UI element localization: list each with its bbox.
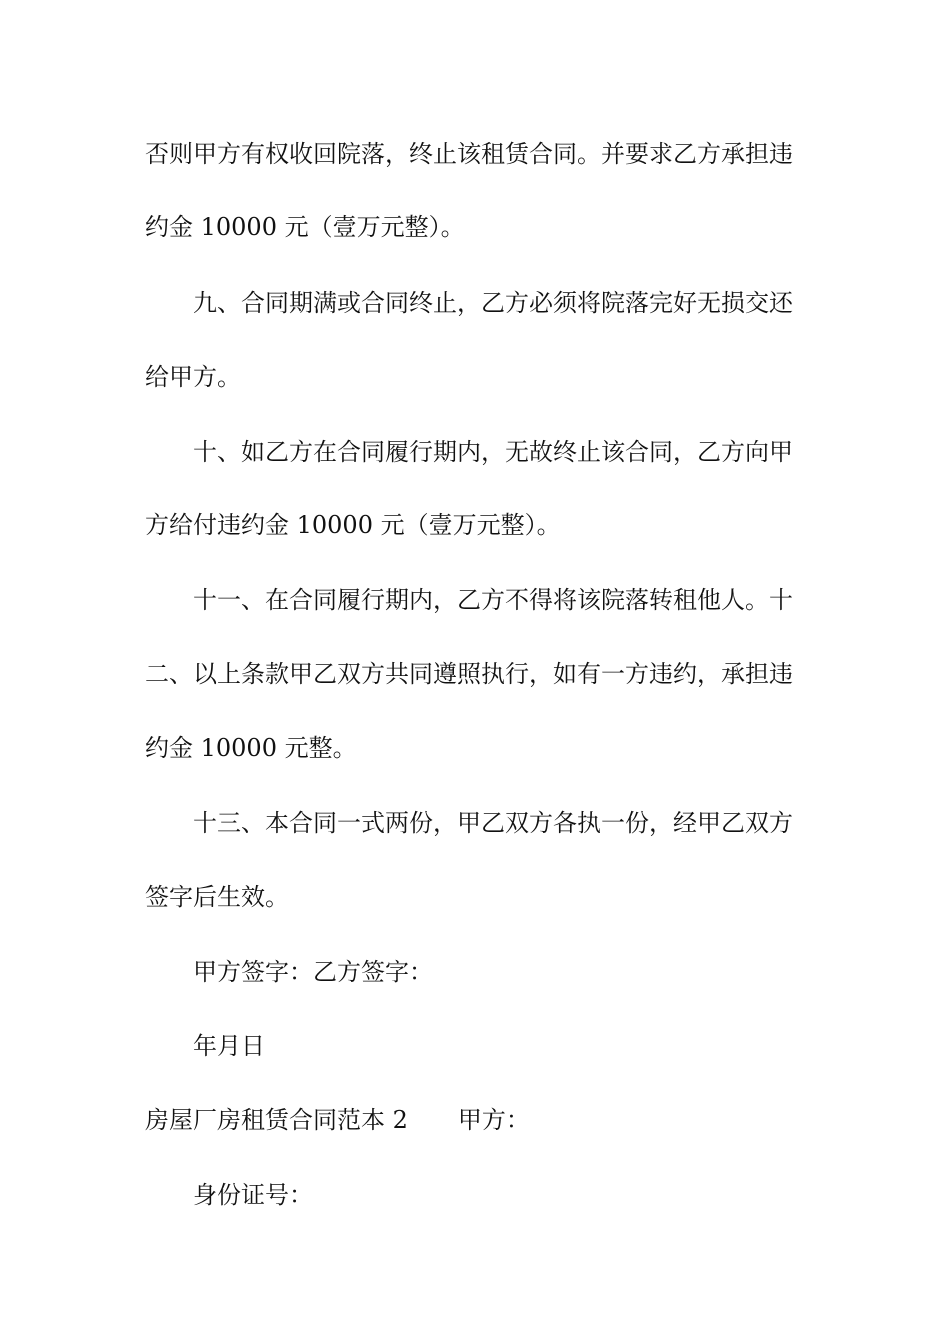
date-line: 年月日 [193,1032,265,1060]
paragraph-line: 签字后生效。 [145,883,289,911]
party-a-label: 甲方： [457,1106,530,1134]
clause-9-line: 九、合同期满或合同终止，乙方必须将院落完好无损交还 [193,289,793,317]
contract-2-title: 房屋厂房租赁合同范本 2 [145,1106,408,1134]
clause-13-line: 十三、本合同一式两份，甲乙双方各执一份，经甲乙双方 [193,809,793,837]
clause-12-line: 二、以上条款甲乙双方共同遵照执行，如有一方违约，承担违 [145,660,793,688]
paragraph-line: 否则甲方有权收回院落，终止该租赁合同。并要求乙方承担违 [145,140,793,168]
signature-line: 甲方签字：乙方签字： [193,958,433,986]
paragraph-line: 约金 10000 元整。 [145,734,357,762]
paragraph-line: 给甲方。 [145,363,241,391]
id-number-label: 身份证号： [193,1181,313,1209]
paragraph-line: 约金 10000 元（壹万元整）。 [145,213,465,241]
paragraph-line: 方给付违约金 10000 元（壹万元整）。 [145,511,561,539]
clause-10-line: 十、如乙方在合同履行期内，无故终止该合同，乙方向甲 [193,438,793,466]
contract-2-heading [145,1105,530,1135]
clause-11-line: 十一、在合同履行期内，乙方不得将该院落转租他人。十 [193,586,793,614]
